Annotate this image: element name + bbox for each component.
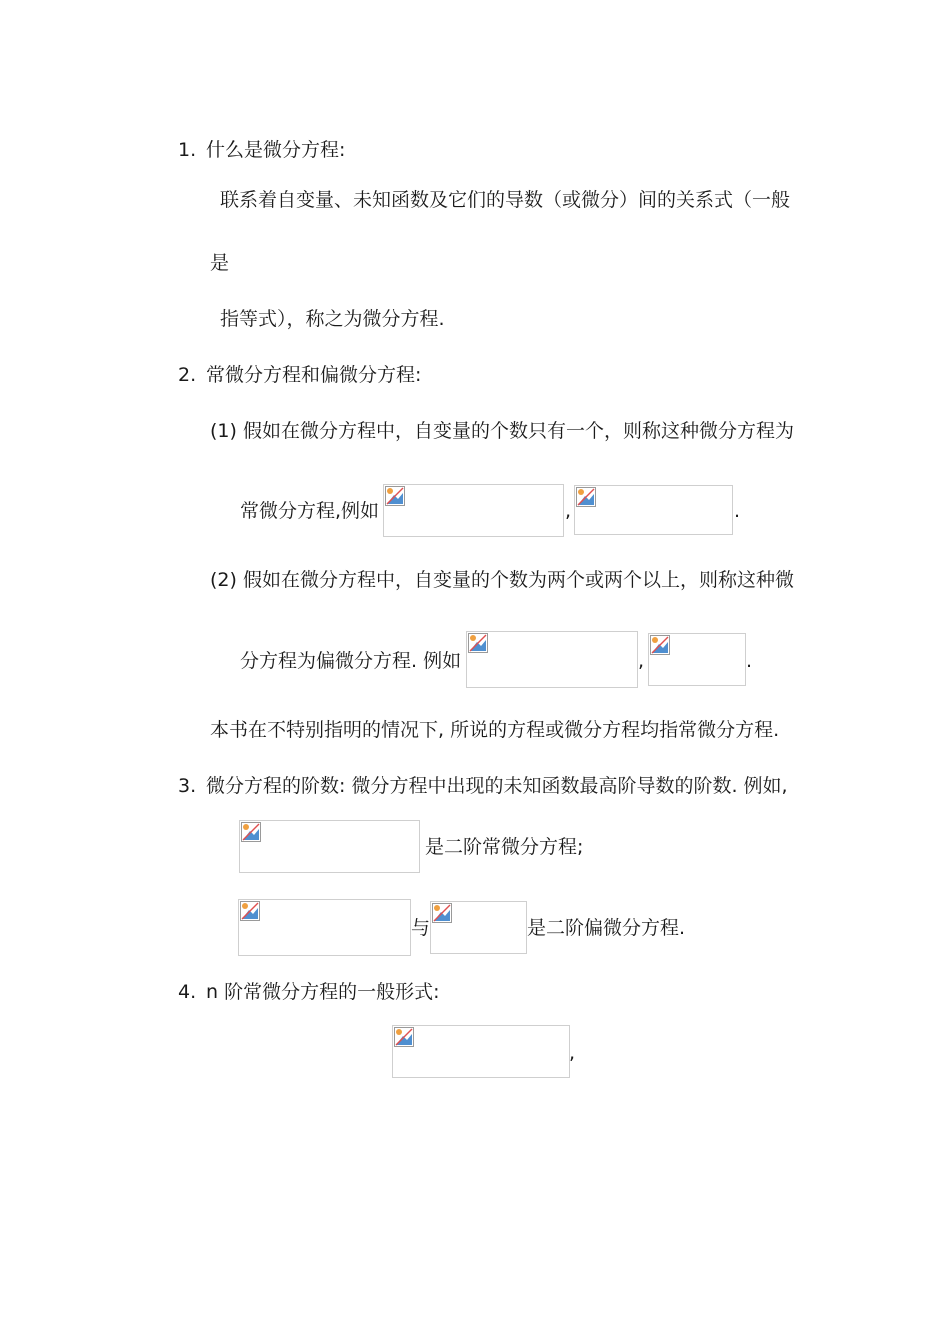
broken-image-icon — [576, 487, 596, 507]
item2-sub1-line2: 常微分方程,例如 — [240, 500, 380, 522]
item3-heading: 微分方程的阶数: 微分方程中出现的未知函数最高阶导数的阶数. 例如, — [206, 775, 788, 797]
broken-image-icon — [650, 635, 670, 655]
equation-image-general-form — [392, 1025, 570, 1078]
comma: , — [638, 650, 645, 672]
item4-heading: n 阶常微分方程的一般形式: — [206, 981, 440, 1003]
equation-image-ode-example-2 — [574, 485, 733, 535]
item3-number: 3. — [178, 775, 197, 797]
equation-image-order-example-1 — [239, 820, 420, 873]
equation-image-pde-example-1 — [466, 631, 638, 688]
broken-image-icon — [385, 486, 405, 506]
item2-sub1-line1: (1) 假如在微分方程中，自变量的个数只有一个，则称这种微分方程为 — [210, 420, 794, 442]
item3-example1-text: 是二阶常微分方程; — [425, 836, 584, 858]
broken-image-icon — [394, 1027, 414, 1047]
broken-image-icon — [241, 822, 261, 842]
item2-note: 本书在不特别指明的情况下, 所说的方程或微分方程均指常微分方程. — [210, 719, 780, 741]
equation-image-order-example-3 — [430, 901, 527, 954]
equation-image-ode-example-1 — [383, 484, 564, 537]
item1-text-line2: 是 — [210, 252, 230, 274]
item2-sub2-line1: (2) 假如在微分方程中，自变量的个数为两个或两个以上，则称这种微 — [210, 569, 794, 591]
item2-sub2-line2: 分方程为偏微分方程. 例如 — [240, 650, 462, 672]
item1-number: 1. — [178, 139, 197, 161]
item3-connector: 与 — [411, 917, 431, 939]
broken-image-icon — [468, 633, 488, 653]
item4-number: 4. — [178, 981, 197, 1003]
item3-example2-text: 是二阶偏微分方程. — [527, 917, 686, 939]
comma: , — [569, 1042, 576, 1064]
broken-image-icon — [240, 901, 260, 921]
item2-number: 2. — [178, 364, 197, 386]
item1-heading: 什么是微分方程: — [206, 139, 346, 161]
comma: , — [565, 500, 572, 522]
period: . — [746, 650, 753, 672]
item2-heading: 常微分方程和偏微分方程: — [206, 364, 422, 386]
broken-image-icon — [432, 903, 452, 923]
item1-text-line3: 指等式），称之为微分方程. — [220, 308, 445, 330]
equation-image-order-example-2 — [238, 899, 411, 956]
period: . — [734, 500, 741, 522]
item1-text-line1: 联系着自变量、未知函数及它们的导数（或微分）间的关系式（一般 — [220, 189, 791, 211]
equation-image-pde-example-2 — [648, 633, 746, 686]
